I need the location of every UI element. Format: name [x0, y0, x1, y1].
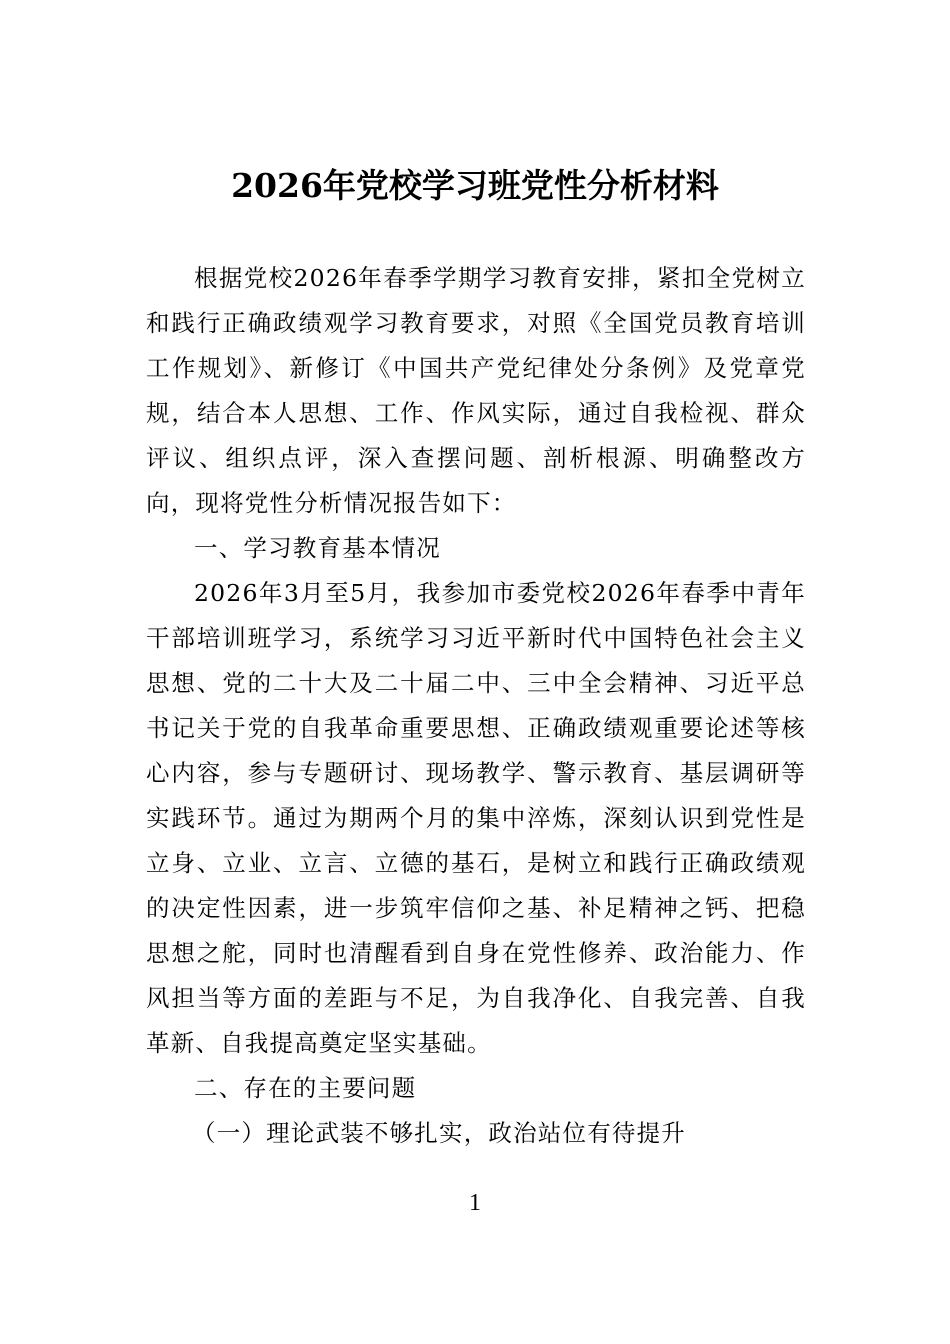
section-1-paragraph: 2026年3月至5月，我参加市委党校2026年春季中青年干部培训班学习，系统学习习近平新时代中国特色社会主义思想、党的二十大及二十届二中、三中全会精神、习近平总书记关于党的自我革命重要思想、正确政绩观重要论述等核心内容，参与专题研讨、现场教学、警示教育、基层调研等实践环节。通过为期两个月的集中淬炼，深刻认识到党性是立身、立业、立言、立德的基石，是树立和践行正确政绩观的决定性因素，进一步筑牢信仰之基、补足精神之钙、把稳思想之舵，同时也清醒看到自身在党性修养、政治能力、作风担当等方面的差距与不足，为自我净化、自我完善、自我革新、自我提高奠定坚实基础。 — [146, 579, 806, 1057]
document-body — [146, 256, 806, 1156]
document-title: 2026年党校学习班党性分析材料 — [231, 166, 719, 205]
page-number: 1 — [469, 1190, 481, 1216]
intro-paragraph: 根据党校2026年春季学期学习教育安排，紧扣全党树立和践行正确政绩观学习教育要求，对照《全国党员教育培训工作规划》、新修订《中国共产党纪律处分条例》及党章党规，结合本人思想、工作、作风实际，通过自我检视、群众评议、组织点评，深入查摆问题、剖析根源、明确整改方向，现将党性分析情况报告如下： — [146, 264, 806, 517]
section-heading-2: 二、存在的主要问题 — [194, 1074, 417, 1102]
section-heading-1: 一、学习教育基本情况 — [194, 534, 441, 562]
subsection-heading-1: （一）理论武装不够扎实，政治站位有待提升 — [192, 1119, 686, 1147]
